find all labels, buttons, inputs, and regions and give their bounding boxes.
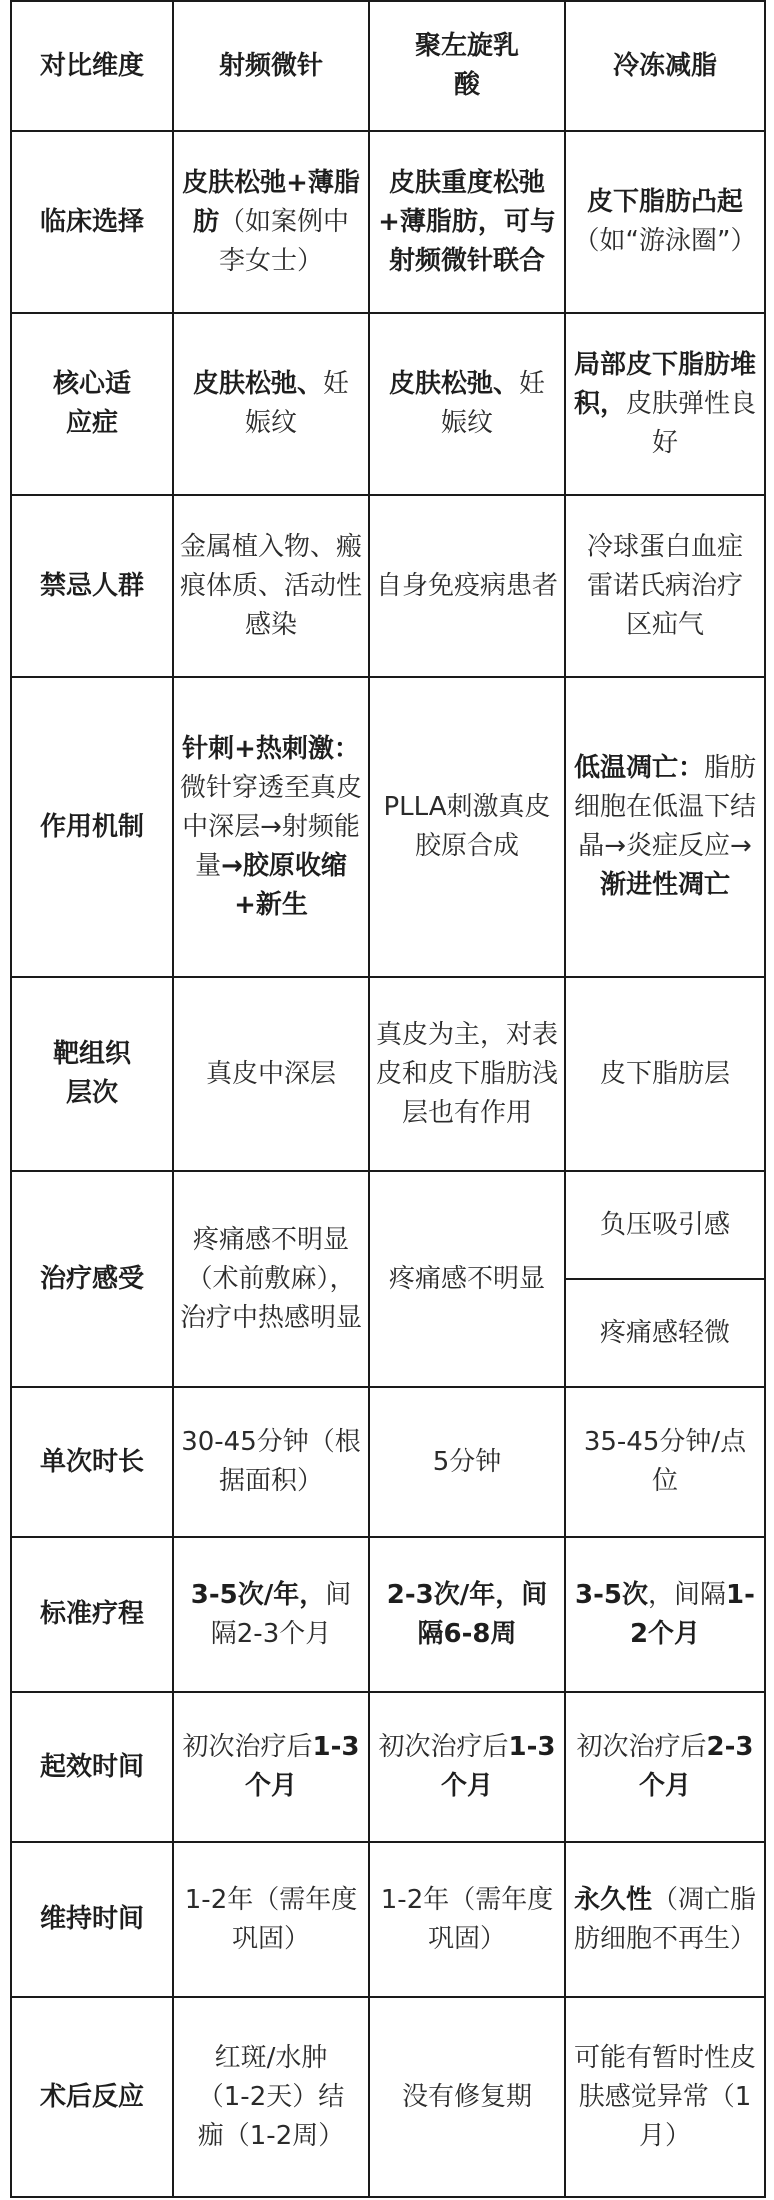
cell-duration-cryo: 35-45分钟/点位 <box>565 1387 765 1537</box>
table-row-duration <box>11 1387 765 1537</box>
cell-clinical-cryo <box>565 131 765 313</box>
row-label-target-text: 靶组织层次 <box>52 1039 131 1108</box>
table-row-maintain <box>11 1842 765 1997</box>
cell-text-segment: 1-2个月 <box>629 1579 755 1649</box>
cell-target-rf: 真皮中深层 <box>173 977 369 1171</box>
cell-after-plla: 没有修复期 <box>369 1997 565 2197</box>
cell-text-segment: 脂肪细胞在低温下结晶→炎症反应→ <box>573 753 757 861</box>
row-label-duration: 单次时长 <box>11 1387 173 1537</box>
cell-text-segment: 皮肤松弛、 <box>388 369 519 399</box>
cell-text-segment: （凋亡脂肪细胞不再生） <box>573 1884 757 1954</box>
cell-after-cryo: 可能有暂时性皮肤感觉异常（1月） <box>565 1997 765 2197</box>
cell-target-plla: 真皮为主，对表皮和皮下脂肪浅层也有作用 <box>369 977 565 1171</box>
row-label-indication <box>11 313 173 495</box>
row-label-indication-text: 核心适应症 <box>52 369 131 438</box>
cell-text-segment: 渐进性凋亡 <box>599 870 730 900</box>
cell-sensation-plla: 疼痛感不明显 <box>369 1171 565 1387</box>
row-label-mechanism: 作用机制 <box>11 677 173 977</box>
table-row-sensation-a <box>11 1171 765 1279</box>
cell-text-segment: 2-3次/年，间隔6-8周 <box>386 1579 548 1649</box>
cell-mechanism-cryo <box>565 677 765 977</box>
row-label-onset: 起效时间 <box>11 1692 173 1842</box>
cell-text-segment: 初次治疗后 <box>378 1732 509 1762</box>
cell-maintain-plla: 1-2年（需年度巩固） <box>369 1842 565 1997</box>
cell-contra-cryo <box>565 495 765 677</box>
cell-maintain-rf: 1-2年（需年度巩固） <box>173 1842 369 1997</box>
row-label-sensation: 治疗感受 <box>11 1171 173 1387</box>
cell-text-segment: （如“游泳圈”） <box>573 226 757 256</box>
cell-onset-cryo <box>565 1692 765 1842</box>
cell-sensation-rf: 疼痛感不明显（术前敷麻），治疗中热感明显 <box>173 1171 369 1387</box>
cell-text-segment: 3-5次 <box>575 1579 649 1610</box>
cell-maintain-cryo <box>565 1842 765 1997</box>
cell-duration-rf: 30-45分钟（根据面积） <box>173 1387 369 1537</box>
table-row-after <box>11 1997 765 2197</box>
table-row-target <box>11 977 765 1171</box>
table-row-onset <box>11 1692 765 1842</box>
cell-indication-plla <box>369 313 565 495</box>
cell-text-segment: 针刺+热刺激： <box>182 733 360 764</box>
cell-text-segment: 1-3个月 <box>440 1732 556 1801</box>
cell-contra-cryo-text: 冷球蛋白血症雷诺氏病治疗区疝气 <box>586 531 743 640</box>
cell-clinical-plla <box>369 131 565 313</box>
table-row-course <box>11 1537 765 1692</box>
cell-contra-rf: 金属植入物、瘢痕体质、活动性感染 <box>173 495 369 677</box>
cell-text-segment: 皮下脂肪凸起 <box>586 187 743 217</box>
cell-text-segment: 皮肤重度松弛+薄脂肪，可与射频微针联合 <box>378 167 556 276</box>
cell-text-segment: 间隔2-3个月 <box>210 1579 352 1649</box>
cell-text-segment: 微针穿透至真皮中深层→射频能量 <box>180 772 363 881</box>
cell-clinical-rf <box>173 131 369 313</box>
table-row-mechanism <box>11 677 765 977</box>
cell-after-rf-text: 红斑/水肿（1-2天）结痂（1-2周） <box>197 2042 345 2151</box>
cell-text-segment: （如案例中李女士） <box>218 206 350 276</box>
cell-sensation-cryo-b: 疼痛感轻微 <box>565 1279 765 1387</box>
cell-text-segment: 初次治疗后 <box>576 1732 707 1762</box>
header-plla-text: 聚左旋乳酸 <box>414 31 519 100</box>
cell-text-segment: 皮肤弹性良好 <box>626 388 757 458</box>
comparison-table-wrapper <box>10 0 764 2198</box>
header-dimension: 对比维度 <box>11 1 173 131</box>
row-label-target <box>11 977 173 1171</box>
header-plla <box>369 1 565 131</box>
cell-text-segment: 皮肤松弛、 <box>192 369 323 399</box>
cell-contra-plla: 自身免疫病患者 <box>369 495 565 677</box>
cell-indication-cryo <box>565 313 765 495</box>
cell-text-segment: 低温凋亡： <box>573 753 704 783</box>
table-row-indication <box>11 313 765 495</box>
cell-mechanism-rf <box>173 677 369 977</box>
cell-duration-plla: 5分钟 <box>369 1387 565 1537</box>
row-label-course: 标准疗程 <box>11 1537 173 1692</box>
cell-text-segment: 妊娠纹 <box>244 369 350 438</box>
cell-mechanism-plla: PLLA刺激真皮胶原合成 <box>369 677 565 977</box>
table-row-clinical <box>11 131 765 313</box>
cell-onset-rf <box>173 1692 369 1842</box>
table-header-row <box>11 1 765 131</box>
cell-text-segment: 1-3个月 <box>244 1732 360 1801</box>
table-row-contraindication <box>11 495 765 677</box>
cell-text-segment: 3-5次/年， <box>190 1579 326 1610</box>
row-label-clinical: 临床选择 <box>11 131 173 313</box>
cell-after-rf <box>173 1997 369 2197</box>
row-label-maintain: 维持时间 <box>11 1842 173 1997</box>
cell-text-segment: →胶原收缩+新生 <box>221 850 347 920</box>
cell-text-segment: ，间隔 <box>648 1579 727 1610</box>
cell-target-cryo: 皮下脂肪层 <box>565 977 765 1171</box>
cell-sensation-cryo-a: 负压吸引感 <box>565 1171 765 1279</box>
comparison-table <box>10 0 766 2198</box>
cell-text-segment: 局部皮下脂肪堆积， <box>573 349 756 419</box>
header-cryolipolysis: 冷冻减脂 <box>565 1 765 131</box>
row-label-after: 术后反应 <box>11 1997 173 2197</box>
cell-indication-rf <box>173 313 369 495</box>
cell-text-segment: 永久性 <box>573 1884 652 1915</box>
cell-course-rf <box>173 1537 369 1692</box>
cell-text-segment: 皮肤松弛+薄脂肪 <box>182 167 360 237</box>
cell-course-cryo <box>565 1537 765 1692</box>
cell-onset-plla <box>369 1692 565 1842</box>
cell-text-segment: 初次治疗后 <box>182 1732 313 1762</box>
cell-course-plla <box>369 1537 565 1692</box>
row-label-contraindication: 禁忌人群 <box>11 495 173 677</box>
header-rf-microneedle: 射频微针 <box>173 1 369 131</box>
cell-text-segment: 2-3个月 <box>638 1732 754 1801</box>
cell-text-segment: 妊娠纹 <box>440 369 546 438</box>
